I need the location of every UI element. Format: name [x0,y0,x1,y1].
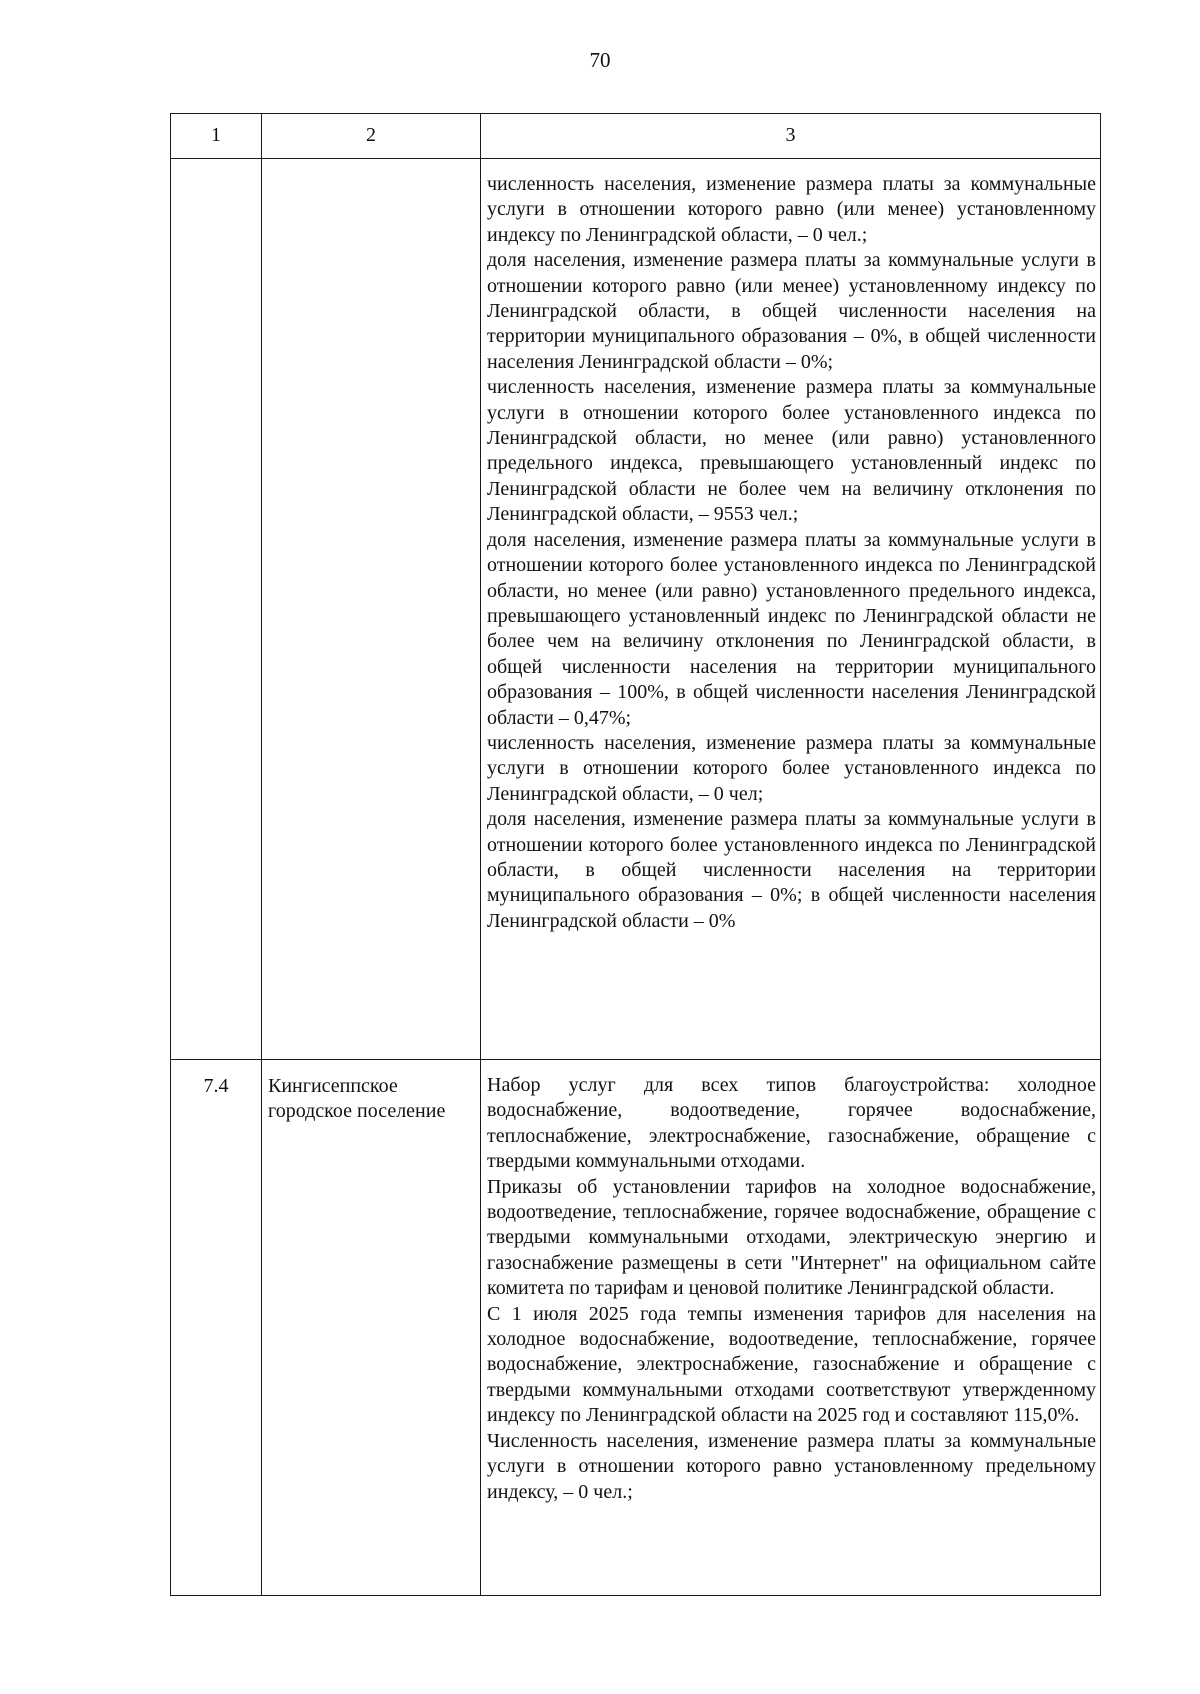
row-number [171,159,262,1060]
paragraph: С 1 июля 2025 года темпы изменения тарифов для населения на холодное водоснабжение, водоотведение, теплоснабжение, горячее водоснабжение, электроснабжение, газоснабжение и обращение с твердыми коммунальными отходами соответствуют утвержденному индексу по Ленинградской области на 2025 год и составляют 115,0%. [487,1302,1096,1427]
data-table [170,113,1101,1596]
page-number: 70 [589,48,611,72]
paragraph: Приказы об установлении тарифов на холодное водоснабжение, водоотведение, теплоснабжение, горячее водоснабжение, обращение с твердыми коммунальными отходами, электрическую энергию и газоснабжение размещены в сети "Интернет" на официальном сайте комитета по тарифам и ценовой политике Ленинградской области. [487,1175,1096,1300]
paragraph: доля населения, изменение размера платы за коммунальные услуги в отношении которого более установленного индекса по Ленинградской области, но менее (или равно) установленного предельного индекса, превышающего установленный индекс по Ленинградской области не более чем на величину отклонения по Ленинградской области, в общей численности населения на территории муниципального образования – 100%, в общей численности населения Ленинградской области – 0,47%; [487,528,1096,729]
table-row [171,159,1101,1060]
paragraph: численность населения, изменение размера платы за коммунальные услуги в отношении которого равно (или менее) установленному индексу по Ленинградской области, – 0 чел.; [487,173,1096,246]
settlement-name [262,159,481,1060]
row-number: 7.4 [171,1060,262,1596]
row-description [481,1060,1101,1596]
row-description [481,159,1101,1060]
paragraph: доля населения, изменение размера платы за коммунальные услуги в отношении которого равно (или менее) установленному индексу по Ленинградской области, в общей численности населения на территории муниципального образования – 0%, в общей численности населения Ленинградской области – 0%; [487,249,1096,373]
settlement-name: Кингисеппское городское поселение [262,1060,481,1596]
header-col-1: 1 [171,114,262,159]
paragraph: доля населения, изменение размера платы за коммунальные услуги в отношении которого более установленного индекса по Ленинградской области, в общей численности населения на территории муниципального образования – 0%; в общей численности населения Ленинградской области – 0% [487,808,1096,932]
table-header-row [171,114,1101,159]
paragraph: Численность населения, изменение размера платы за коммунальные услуги в отношении которого равно установленному предельному индексу, – 0 чел.; [487,1429,1096,1503]
paragraph: Набор услуг для всех типов благоустройства: холодное водоснабжение, водоотведение, горячее водоснабжение, теплоснабжение, электроснабжение, газоснабжение, обращение с твердыми коммунальными отходами. [487,1074,1096,1173]
table-row [171,1060,1101,1596]
header-col-2: 2 [262,114,481,159]
paragraph: численность населения, изменение размера платы за коммунальные услуги в отношении которого более установленного индекса по Ленинградской области, но менее (или равно) установленного предельного индекса, превышающего установленный индекс по Ленинградской области не более чем на величину отклонения по Ленинградской области, – 9553 чел.; [487,376,1096,526]
paragraph: численность населения, изменение размера платы за коммунальные услуги в отношении которого более установленного индекса по Ленинградской области, – 0 чел; [487,731,1096,805]
header-col-3: 3 [481,114,1101,159]
